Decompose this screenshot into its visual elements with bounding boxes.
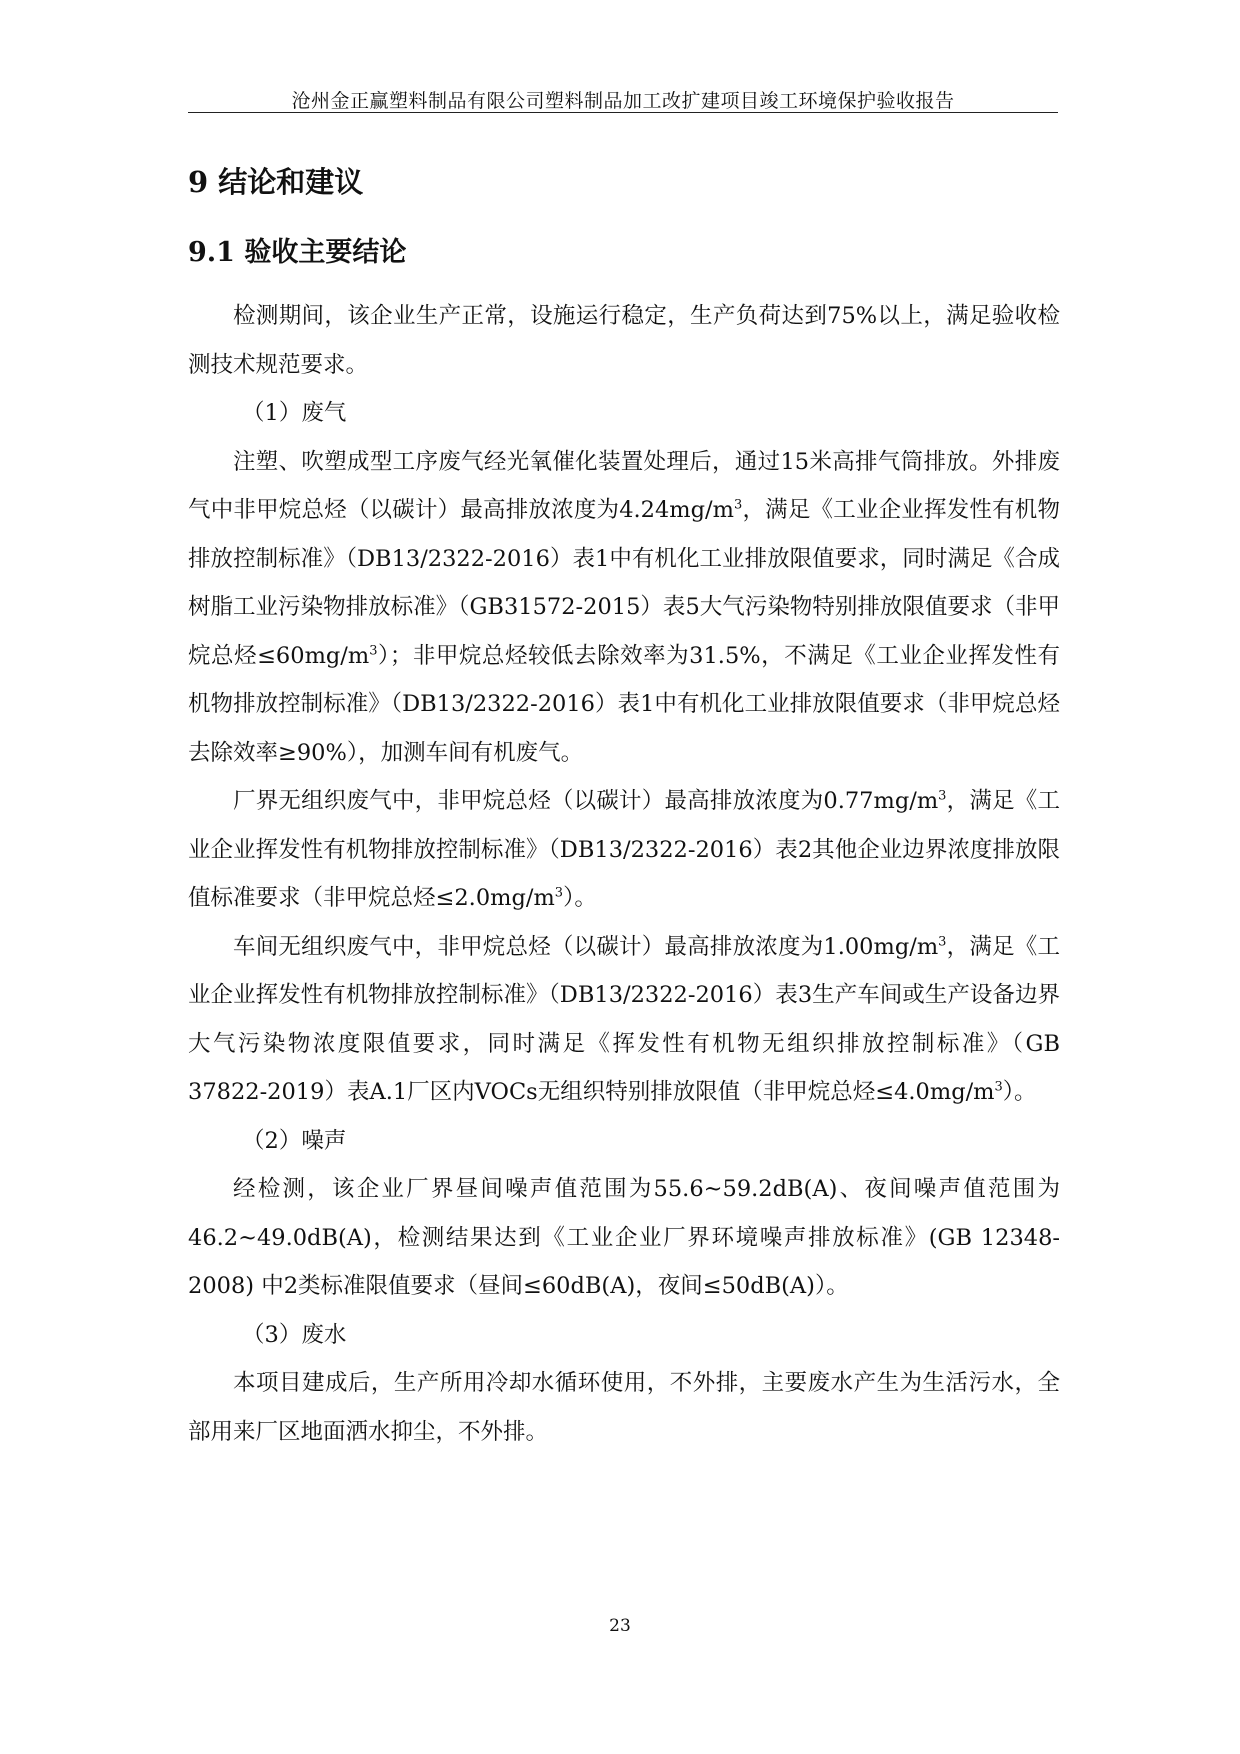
chapter-title: 9 结论和建议: [188, 165, 364, 199]
text-span: ，满足《工业企业挥发性有机物排放控制标准》（DB13/2322-2016）表2其他企业边界浓度排放限值标准要求（非甲烷总烃≤2.0mg/m: [188, 788, 1060, 911]
text-span: ）。: [1002, 1079, 1037, 1105]
superscript: 3: [938, 788, 947, 804]
header-rule: [188, 112, 1058, 113]
page-number: 23: [609, 1616, 631, 1636]
superscript: 3: [733, 497, 743, 513]
text-span: 厂界无组织废气中，非甲烷总烃（以碳计）最高排放浓度为0.77mg/m: [233, 788, 939, 814]
subheading-waste-gas: （1）废气: [242, 400, 347, 426]
paragraph-waste-gas-2: [188, 777, 1060, 923]
text-span: ，满足《工业企业挥发性有机物排放控制标准》（DB13/2322-2016）表3生产车间或生产设备边界大气污染物浓度限值要求，同时满足《挥发性有机物无组织排放控制标准》（GB 37822-2019）表A.1厂区内VOCs无组织特别排放限值（非甲烷总烃≤4.0mg/m: [188, 933, 1060, 1105]
text-span: ）。: [563, 885, 597, 911]
subheading-wastewater: （3）废水: [242, 1321, 347, 1348]
body-text: [188, 292, 1060, 1456]
paragraph-wastewater: 本项目建成后，生产所用冷却水循环使用，不外排，主要废水产生为生活污水，全部用来厂区地面洒水抑尘，不外排。: [188, 1370, 1060, 1445]
paragraph-intro: 检测期间，该企业生产正常，设施运行稳定，生产负荷达到75%以上，满足验收检测技术规范要求。: [188, 303, 1060, 378]
superscript: 3: [369, 643, 378, 658]
text-span: 注塑、吹塑成型工序废气经光氧催化装置处理后，通过15米高排气筒排放。外排废气中非甲烷总烃（以碳计）最高排放浓度为4.24mg/m: [188, 448, 1060, 523]
superscript: 3: [554, 885, 564, 901]
superscript: 3: [938, 934, 947, 949]
section-title: 9.1 验收主要结论: [188, 237, 407, 268]
paragraph-waste-gas-3: [188, 923, 1060, 1117]
paragraph-waste-gas-1: [188, 438, 1060, 778]
subheading-noise: （2）噪声: [242, 1127, 347, 1154]
paragraph-noise: 经检测，该企业厂界昼间噪声值范围为55.6~59.2dB(A)、夜间噪声值范围为46.2~49.0dB(A)，检测结果达到《工业企业厂界环境噪声排放标准》(GB 12348-2008) 中2类标准限值要求（昼间≤60dB(A)，夜间≤50dB(A)）。: [188, 1176, 1060, 1299]
running-header: 沧州金正赢塑料制品有限公司塑料制品加工改扩建项目竣工环境保护验收报告: [291, 90, 955, 112]
text-span: ）；非甲烷总烃较低去除效率为31.5%，不满足《工业企业挥发性有机物排放控制标准》（DB13/2322-2016）表1中有机化工业排放限值要求（非甲烷总烃去除效率≥90%），加测车间有机废气。: [188, 642, 1061, 766]
text-span: 车间无组织废气中，非甲烷总烃（以碳计）最高排放浓度为1.00mg/m: [233, 933, 939, 960]
text-span: ，满足《工业企业挥发性有机物排放控制标准》（DB13/2322-2016）表1中有机化工业排放限值要求，同时满足《合成树脂工业污染物排放标准》（GB31572-2015）表5大气污染物特别排放限值要求（非甲烷总烃≤60mg/m: [188, 497, 1060, 669]
superscript: 3: [994, 1079, 1003, 1095]
